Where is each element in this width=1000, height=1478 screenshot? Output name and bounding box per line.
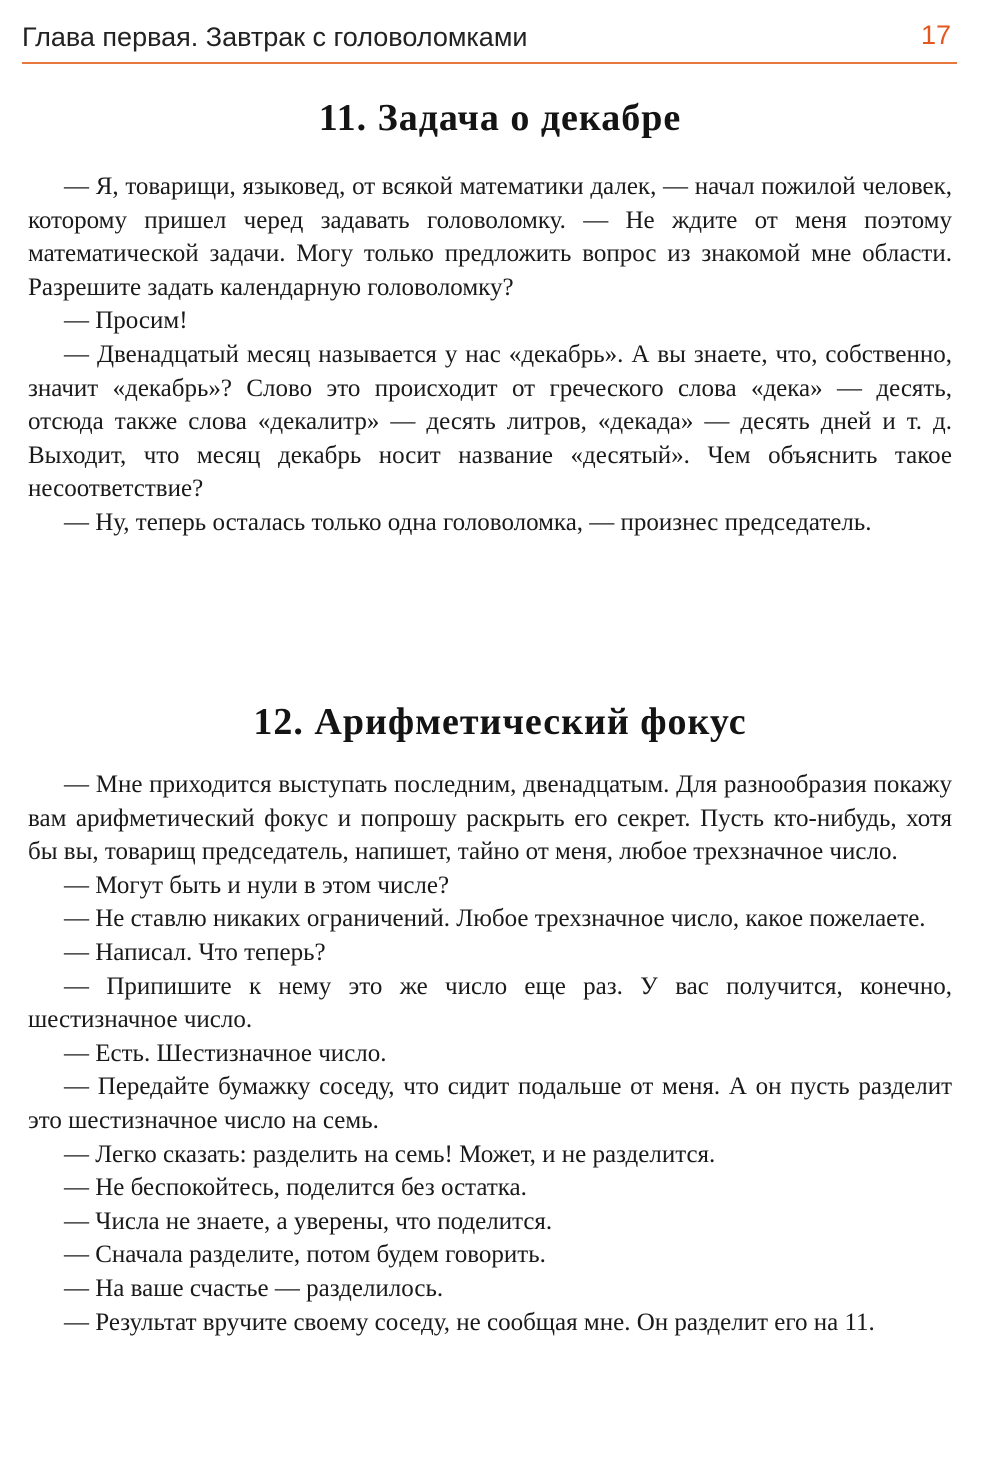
section-body-11 bbox=[28, 170, 952, 540]
section-body-12 bbox=[28, 768, 952, 1339]
paragraph: — Не ставлю никаких ограничений. Любое трехзначное число, какое пожелаете. bbox=[64, 905, 926, 933]
paragraph: — Передайте бумажку соседу, что сидит подальше от меня. А он пусть разделит это шестизначное число на семь. bbox=[28, 1073, 952, 1134]
running-head bbox=[22, 18, 957, 66]
paragraph: — Ну, теперь осталась только одна головоломка, — произнес председатель. bbox=[64, 508, 872, 536]
paragraph: — Результат вручите своему соседу, не сообщая мне. Он разделит его на 11. bbox=[64, 1308, 875, 1336]
paragraph: — Мне приходится выступать последним, двенадцатым. Для разнообразия покажу вам арифметический фокус и попрошу раскрыть его секрет. Пусть кто-нибудь, хотя бы вы, товарищ председатель, напишет, тайно от меня, любое трехзначное число. bbox=[28, 771, 952, 866]
header-rule bbox=[22, 62, 957, 64]
paragraph: — Двенадцатый месяц называется у нас «декабрь». А вы знаете, что, собственно, значит «декабрь»? Слово это происходит от греческого слова «дека» — десять, отсюда также слова «декалитр» — десять литров, «декада» — десять дней и т. д. Выходит, что месяц декабрь носит название «десятый». Чем объяснить такое несоответствие? bbox=[28, 340, 952, 503]
paragraph: — Сначала разделите, потом будем говорить. bbox=[64, 1241, 546, 1269]
section-heading-11: 11. Задача о декабре bbox=[318, 97, 682, 139]
chapter-title: Глава первая. Завтрак с головоломками bbox=[22, 22, 528, 52]
paragraph: — Просим! bbox=[64, 307, 188, 335]
paragraph: — Припишите к нему это же число еще раз. У вас получится, конечно, шестизначное число. bbox=[28, 972, 952, 1034]
paragraph: — Есть. Шестизначное число. bbox=[64, 1039, 387, 1067]
paragraph: — На ваше счастье — разделилось. bbox=[64, 1274, 444, 1302]
section-heading-12: 12. Арифметический фокус bbox=[253, 701, 747, 743]
paragraph: — Я, товарищи, языковед, от всякой математики далек, — начал пожилой человек, которому пришел черед задавать головоломку. — Не ждите от меня поэтому математической задачи. Могу только предложить вопрос из знакомой мне области. Разрешите задать календарную головоломку? bbox=[28, 173, 952, 301]
paragraph: — Легко сказать: разделить на семь! Может, и не разделится. bbox=[64, 1140, 716, 1168]
page-number: 17 bbox=[920, 20, 951, 50]
paragraph: — Числа не знаете, а уверены, что поделится. bbox=[64, 1207, 553, 1235]
paragraph: — Не беспокойтесь, поделится без остатка. bbox=[64, 1174, 527, 1202]
paragraph: — Могут быть и нули в этом числе? bbox=[64, 871, 450, 899]
paragraph: — Написал. Что теперь? bbox=[64, 938, 326, 966]
